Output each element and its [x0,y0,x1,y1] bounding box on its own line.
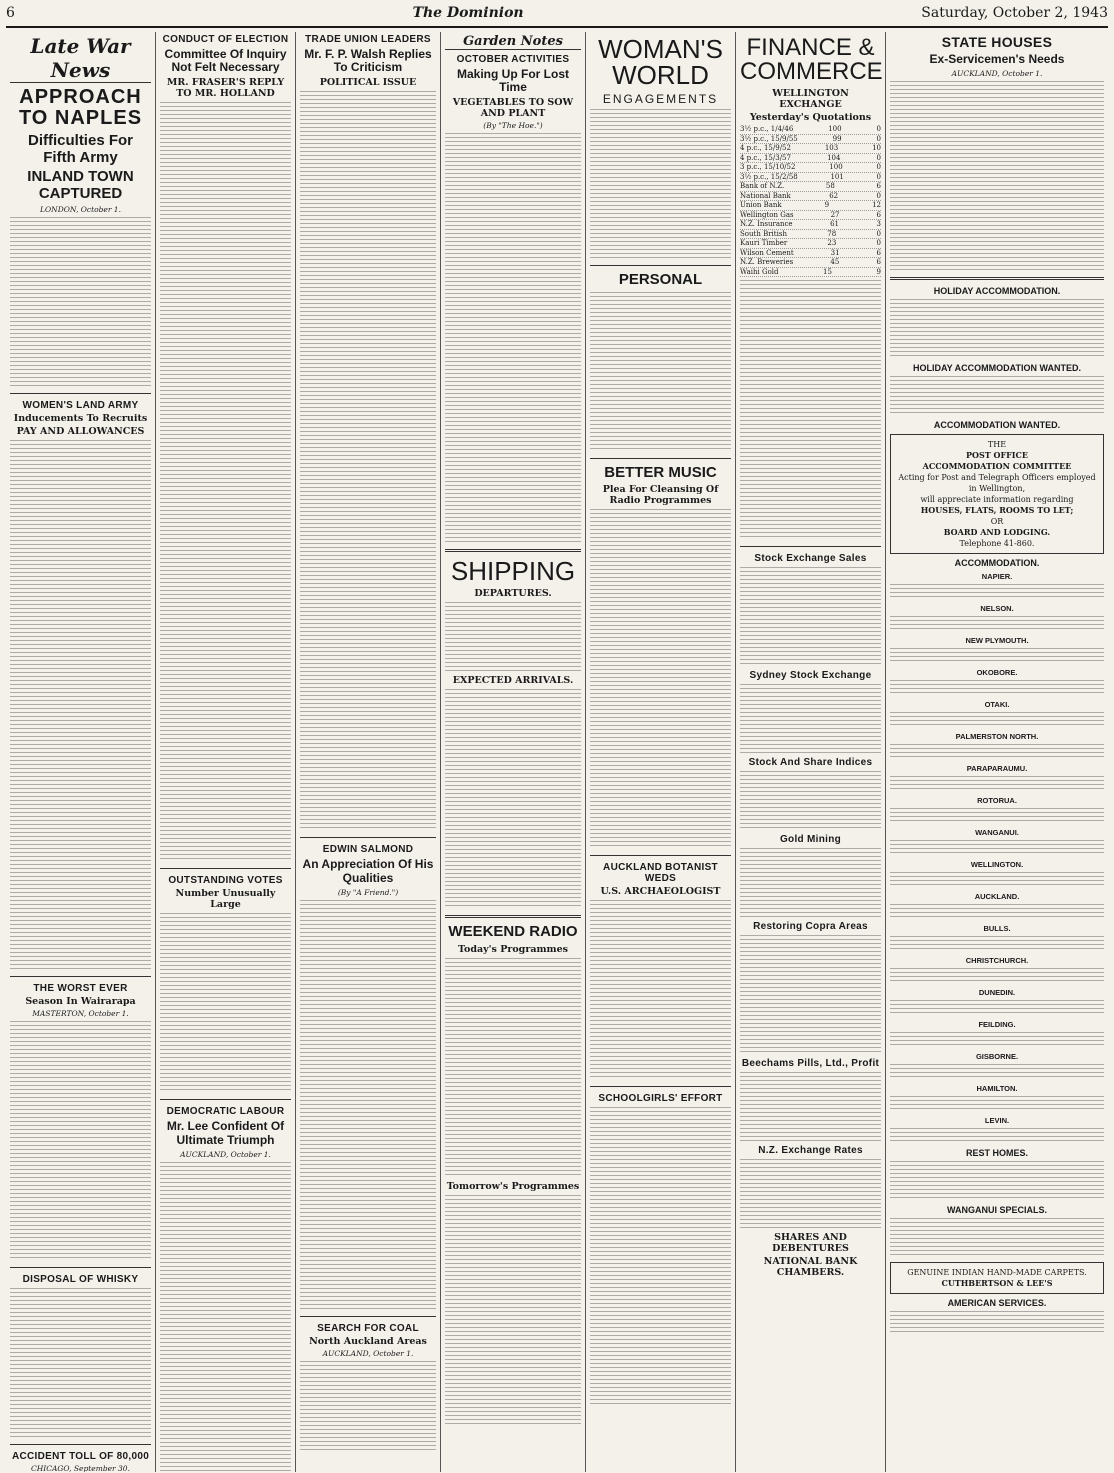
quote-value: 58 [825,182,835,190]
quote-value: 103 [824,144,839,152]
byline: (By "The Hoe.") [483,121,543,131]
headline: DEMOCRATIC LABOUR [166,1106,285,1118]
quote-row [740,182,881,192]
town-heading: OKOBORE. [976,668,1018,678]
subheadline: Inducements To Recruits [13,413,148,424]
quote-value: 23 [827,239,837,247]
dateline: AUCKLAND, October 1. [180,1149,271,1159]
quote-value: 6 [876,248,881,257]
quotes-table [740,280,881,540]
classified-category: REST HOMES. [965,1148,1028,1159]
town-heading: NELSON. [980,604,1014,614]
headline: AUCKLAND BOTANIST WEDS [603,862,718,884]
town-heading: LEVIN. [984,1116,1010,1126]
quote-value: 3 [876,220,881,228]
page-number: 6 [6,5,15,21]
quote-value: 9 [876,267,881,276]
article-body [740,684,881,754]
quote-row [740,211,881,221]
quote-value: 31 [830,248,840,257]
radio-listings [445,1195,581,1425]
classified-ads [890,936,1104,952]
subheadline: MR. FRASER'S REPLY TO MR. HOLLAND [166,77,285,100]
notice-line: OR [990,517,1004,527]
classified-ads [890,840,1104,856]
town-heading: HAMILTON. [976,1084,1018,1094]
headline: OCTOBER ACTIVITIES [456,54,570,65]
quote-row [740,230,881,240]
dateline: CHICAGO, September 30. [31,1464,130,1472]
quote-security: Union Bank [740,201,782,209]
classified-ads [890,1161,1104,1201]
classified-ads [890,1064,1104,1080]
quote-security: National Bank [740,191,791,200]
quote-value: 0 [876,134,881,143]
headline: Beechams Pills, Ltd., Profit [741,1058,880,1069]
column-late-war-news [6,32,156,1472]
notice-line: ACCOMMODATION COMMITTEE [922,461,1072,472]
quote-value: 100 [828,125,842,133]
headline: SCHOOLGIRLS' EFFORT [598,1093,723,1104]
section-subflag: Yesterday's Quotations [749,112,872,123]
section-flag: Garden Notes [445,34,581,50]
classified-ads [890,376,1104,416]
headline: SEARCH FOR COAL [317,1322,419,1334]
classified-ads [890,776,1104,792]
notice-line: POST OFFICE [965,450,1029,461]
headline: WOMEN'S LAND ARMY [22,400,139,411]
quote-value: 15 [823,267,832,276]
subheadline: Making Up For Lost Time [457,67,569,95]
quote-value: 101 [830,172,844,181]
subheadline: An Appreciation Of His Qualities [302,857,434,885]
quote-security: Bank of N.Z. [740,182,785,190]
article-body [740,935,881,1055]
classified-category: HOLIDAY ACCOMMODATION WANTED. [913,363,1081,374]
subheadline: PAY AND ALLOWANCES [16,426,145,437]
notice-line: THE [987,440,1007,450]
quote-security: 3½ p.c., 15/2/58 [740,172,798,181]
town-heading: WANGANUI. [975,828,1019,838]
classified-ads [890,1096,1104,1112]
town-heading: PARAPARAUMU. [966,764,1028,774]
carpet-advert [890,1262,1104,1294]
quote-row [740,163,881,173]
issue-date: Saturday, October 2, 1943 [921,5,1108,21]
headline: EDWIN SALMOND [322,844,414,856]
article-body [590,900,731,1080]
quote-security: 4 p.c., 15/3/57 [740,153,791,162]
article-body [740,848,881,918]
town-heading: WELLINGTON. [970,860,1024,870]
classified-ads [890,872,1104,888]
quote-security: 4 p.c., 15/9/52 [740,144,791,152]
classified-ads [890,1311,1104,1335]
quote-value: 0 [876,239,881,247]
town-heading: CHRISTCHURCH. [965,956,1029,966]
radio-listings [445,958,581,1178]
byline: (By "A Friend.") [337,887,399,897]
headline: THE WORST EVER [33,983,128,994]
subheadline: Tomorrow's Programmes [446,1180,580,1192]
article-body [740,1159,881,1229]
headline: STATE HOUSES [941,34,1053,50]
quote-security: Wilson Cement [740,248,794,257]
quote-row [740,125,881,135]
column-finance [736,32,886,1472]
section-flag: FINANCE & COMMERCE [740,34,883,85]
headline: TRADE UNION LEADERS [305,34,431,45]
headline: OUTSTANDING VOTES [168,875,283,887]
dateline: AUCKLAND, October 1. [322,1348,414,1358]
notice-line: will appreciate information regarding [920,495,1074,505]
town-heading: DUNEDIN. [978,988,1016,998]
quote-value: 62 [829,191,839,200]
engagements-body [590,109,731,259]
classified-ads [890,680,1104,696]
town-listings [890,572,1104,1144]
article-body [10,217,151,387]
quote-row [740,201,881,211]
notice-line: Acting for Post and Telegraph Officers employed in Wellington, [898,473,1096,494]
headline: WEEKEND RADIO [448,923,578,941]
headline: Restoring Copra Areas [753,921,868,932]
headline: CONDUCT OF ELECTION [162,34,289,45]
subheadline: Season In Wairarapa [25,996,136,1007]
article-body [160,102,291,862]
quote-security: Wellington Gas [740,210,794,219]
quote-value: 0 [876,125,881,133]
quote-row [740,135,881,145]
headline: APPROACH TO NAPLES [18,86,143,129]
notice-line: HOUSES, FLATS, ROOMS TO LET; [920,505,1074,516]
quote-security: Waihi Gold [740,267,779,276]
town-heading: PALMERSTON NORTH. [955,732,1039,742]
ad-text: GENUINE INDIAN HAND-MADE CARPETS. [907,1268,1087,1278]
article-body [590,1107,731,1407]
article-body [445,133,581,543]
classified-category: WANGANUI SPECIALS. [946,1205,1047,1216]
town-heading: AUCKLAND. [974,892,1020,902]
subheadline: U.S. ARCHAEOLOGIST [600,886,721,897]
quote-value: 104 [827,153,841,162]
notice-line: BOARD AND LODGING. [943,527,1051,538]
town-heading: NAPIER. [981,572,1013,582]
notice-line: Telephone 41-860. [959,539,1035,549]
classified-ads [890,648,1104,664]
classified-ads [890,299,1104,359]
headline: Gold Mining [779,834,842,845]
quote-security: N.Z. Insurance [740,220,793,228]
classified-ads [890,616,1104,632]
quote-security: N.Z. Breweries [740,258,794,266]
quote-security: 3½ p.c., 15/9/55 [740,134,798,143]
article-body [160,1162,291,1472]
town-heading: FEILDING. [978,1020,1016,1030]
subheadline: Number Unusually Large [175,888,276,911]
headline: BETTER MUSIC [604,463,717,481]
town-heading: NEW PLYMOUTH. [965,636,1029,646]
quote-security: Kauri Timber [740,239,788,247]
quote-value: 27 [830,210,840,219]
headline: ACCIDENT TOLL OF 80,000 [11,1451,150,1462]
article-body [300,1361,436,1451]
quote-value: 6 [876,182,881,190]
headline: Stock Exchange Sales [754,553,867,564]
column-politics [156,32,296,1472]
article-body [300,91,436,831]
subheadline: POLITICAL ISSUE [319,77,417,89]
quote-row [740,144,881,154]
shipping-list [445,689,581,909]
quote-security: 3 p.c., 15/10/52 [740,163,796,171]
article-body [590,292,731,452]
paper-name: The Dominion [412,5,524,21]
shipping-list [445,602,581,672]
subheadline: Plea For Cleansing Of Radio Programmes [602,484,719,506]
classified-ads [890,904,1104,920]
article-body [10,1021,151,1261]
ad-firm: CUTHBERTSON & LEE'S [941,1278,1053,1289]
article-body [10,1288,151,1438]
quote-value: 12 [872,201,881,209]
quote-row [740,220,881,230]
classified-ads [890,744,1104,760]
classified-ads [890,1032,1104,1048]
column-trade-unions [296,32,441,1472]
ad-heading: NATIONAL BANK CHAMBERS. [763,1256,858,1278]
quote-value: 78 [827,229,837,238]
quote-security: South British [740,229,787,238]
headline: Sydney Stock Exchange [749,670,872,681]
quote-row [740,173,881,183]
quote-security: 3½ p.c., 1/4/46 [740,125,794,133]
quotes-table [740,125,881,277]
classified-ads [890,968,1104,984]
article-body [740,1072,881,1142]
section-flag: WOMAN'S WORLD [598,34,723,90]
section-flag: SHIPPING [450,556,576,587]
quote-row [740,192,881,202]
article-body [160,913,291,1093]
subheadline: Mr. F. P. Walsh Replies To Criticism [304,47,432,75]
headline: DISPOSAL OF WHISKY [22,1274,139,1285]
quote-value: 10 [872,144,881,152]
quote-row [740,249,881,259]
headline: Stock And Share Indices [748,757,873,768]
quote-value: 45 [830,258,840,266]
town-heading: OTAKI. [984,700,1010,710]
classified-ads [890,1128,1104,1144]
classified-category: ACCOMMODATION. [954,558,1040,569]
town-heading: BULLS. [983,924,1011,934]
post-office-notice [890,434,1104,554]
subheadline: VEGETABLES TO SOW AND PLANT [452,97,574,120]
classified-category: AMERICAN SERVICES. [947,1298,1047,1309]
dateline: LONDON, October 1. [40,205,121,214]
classified-category: HOLIDAY ACCOMMODATION. [933,286,1061,297]
quote-value: 0 [876,153,881,162]
quote-row [740,268,881,278]
town-heading: GISBORNE. [975,1052,1019,1062]
ad-heading: SHARES AND DEBENTURES [772,1232,849,1254]
classified-ads [890,1218,1104,1258]
subheadline: Difficulties For Fifth Army [27,132,133,166]
subheadline: Mr. Lee Confident Of Ultimate Triumph [166,1119,285,1147]
quote-value: 0 [876,191,881,200]
masthead [6,0,1108,28]
section-flag: Late War News [10,34,151,83]
subheadline: Today's Programmes [458,943,568,955]
quote-value: 0 [876,229,881,238]
subheadline: DEPARTURES. [474,588,552,600]
quote-value: 6 [876,258,881,266]
column-garden-shipping [441,32,586,1472]
quote-value: 0 [876,163,881,171]
classified-category: ACCOMMODATION WANTED. [933,420,1061,431]
subheadline: North Auckland Areas [309,1335,427,1347]
quote-value: 0 [876,172,881,181]
dateline: AUCKLAND, October 1. [951,69,1043,79]
subheadline: INLAND TOWN CAPTURED [27,168,134,202]
headline: N.Z. Exchange Rates [758,1145,863,1156]
headline: PERSONAL [618,271,703,288]
classified-ads [890,1000,1104,1016]
article-body [890,81,1104,271]
section-subflag: WELLINGTON EXCHANGE [772,88,849,110]
dateline: MASTERTON, October 1. [32,1009,129,1018]
article-body [10,440,151,970]
subheadline: EXPECTED ARRIVALS. [452,675,574,687]
quote-row [740,258,881,268]
quote-value: 99 [832,134,842,143]
indices-table [740,771,881,831]
subheadline: Ex-Servicemen's Needs [929,52,1065,66]
column-womans-world [586,32,736,1472]
section-subflag: ENGAGEMENTS [602,92,719,106]
quote-row [740,154,881,164]
classified-ads [890,712,1104,728]
quote-value: 100 [829,163,843,171]
town-heading: ROTORUA. [977,796,1017,806]
quote-value: 6 [876,210,881,219]
classified-ads [890,808,1104,824]
article-body [590,509,731,849]
classified-ads [890,584,1104,600]
subheadline: Committee Of Inquiry Not Felt Necessary [164,47,287,75]
quote-row [740,239,881,249]
column-classifieds [886,32,1108,1472]
quote-value: 9 [824,201,830,209]
quote-value: 61 [830,220,839,228]
article-body [300,900,436,1310]
article-body [740,567,881,667]
